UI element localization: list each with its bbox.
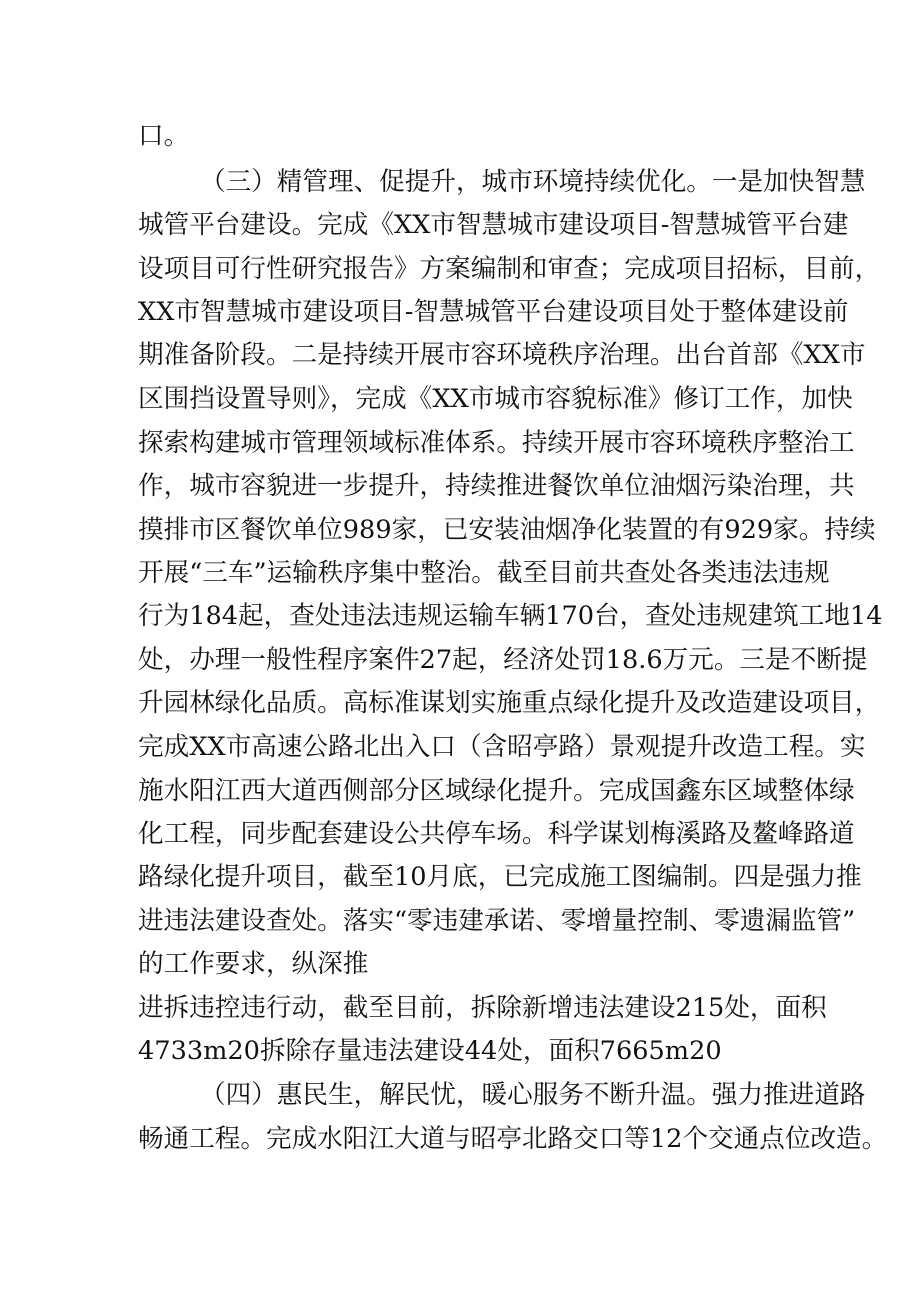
paragraph-line: 开展“三车”运输秩序集中整治。截至目前共查处各类违法违规 xyxy=(138,558,830,588)
paragraph-line: 畅通工程。完成水阳江大道与昭亭北路交口等12个交通点位改造。 xyxy=(138,1124,888,1154)
paragraph-line: XX市智慧城市建设项目-智慧城管平台建设项目处于整体建设前 xyxy=(138,297,849,327)
paragraph-line: 4733m20拆除存量违法建设44处，面积7665m20 xyxy=(138,1036,722,1066)
paragraph-line: 设项目可行性研究报告》方案编制和审查；完成项目招标，目前， xyxy=(138,254,881,284)
paragraph-line: 路绿化提升项目，截至10月底，已完成施工图编制。四是强力推 xyxy=(138,862,862,892)
paragraph-line: 升园林绿化品质。高标准谋划实施重点绿化提升及改造建设项目， xyxy=(138,688,881,718)
paragraph-line: （四）惠民生，解民忧，暖心服务不断升温。强力推进道路 xyxy=(200,1080,866,1110)
paragraph-line: 的工作要求，纵深推 xyxy=(138,949,369,979)
paragraph-line: 城管平台建设。完成《XX市智慧城市建设项目-智慧城管平台建 xyxy=(138,210,849,240)
paragraph-line: （三）精管理、促提升，城市环境持续优化。一是加快智慧 xyxy=(200,167,866,197)
paragraph-line: 进违法建设查处。落实“零违建承诺、零增量控制、零遗漏监管” xyxy=(138,906,856,936)
paragraph-line: 期准备阶段。二是持续开展市容环境秩序治理。出台首部《XX市 xyxy=(138,340,866,370)
paragraph-line: 化工程，同步配套建设公共停车场。科学谋划梅溪路及鳌峰路道 xyxy=(138,819,855,849)
paragraph-line: 行为184起，查处违法违规运输车辆170台，查处违规建筑工地14 xyxy=(138,601,883,631)
paragraph-line: 施水阳江西大道西侧部分区域绿化提升。完成国鑫东区域整体绿 xyxy=(138,776,855,806)
paragraph-line: 完成XX市高速公路北出入口（含昭亭路）景观提升改造工程。实 xyxy=(138,732,866,762)
paragraph-line: 处，办理一般性程序案件27起，经济处罚18.6万元。三是不断提 xyxy=(138,645,868,675)
paragraph-line: 探索构建城市管理领域标准体系。持续开展市容环境秩序整治工 xyxy=(138,428,855,458)
paragraph-line: 摸排市区餐饮单位989家，已安装油烟净化装置的有929家。持续 xyxy=(138,515,876,545)
paragraph-line: 进拆违控违行动，截至目前，拆除新增违法建设215处，面积 xyxy=(138,993,827,1023)
paragraph-line: 区围挡设置导则》，完成《XX市城市容貌标准》修订工作，加快 xyxy=(138,384,853,414)
paragraph-line: 口。 xyxy=(138,121,190,151)
paragraph-line: 作，城市容貌进一步提升，持续推进餐饮单位油烟污染治理，共 xyxy=(138,471,855,501)
